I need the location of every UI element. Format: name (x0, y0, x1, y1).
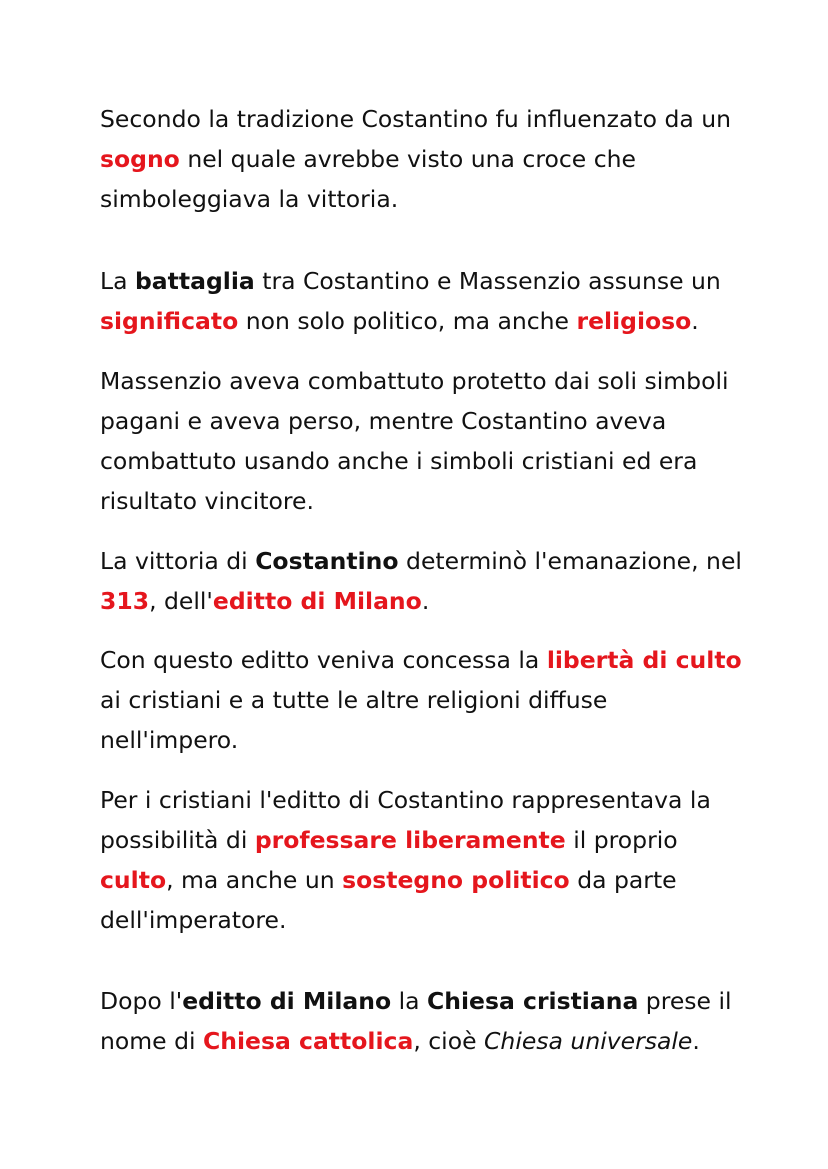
italic-term: Chiesa universale (484, 1027, 693, 1055)
paragraph-edict (100, 640, 760, 760)
text-line (100, 720, 760, 760)
text: determinò l'emanazione, nel (398, 547, 742, 575)
text-line (100, 780, 760, 820)
text-line (100, 361, 760, 401)
highlight-term: 313 (100, 587, 150, 615)
bold-term: Chiesa cristiana (427, 987, 639, 1015)
text: nel quale avrebbe visto una croce che (179, 145, 636, 173)
text-line (100, 99, 760, 139)
text: Massenzio aveva combattuto protetto dai soli simboli (100, 367, 729, 395)
bold-term: Costantino (255, 547, 399, 575)
text: La vittoria di (100, 547, 256, 575)
text-line (100, 860, 760, 900)
text: pagani e aveva perso, mentre Costantino aveva (100, 407, 667, 435)
text-line (100, 1021, 760, 1061)
text-line (100, 640, 760, 680)
text-line (100, 179, 760, 219)
paragraph-victory (100, 541, 760, 621)
text-line (100, 541, 760, 581)
text: nell'impero. (100, 726, 239, 754)
text: la (391, 987, 428, 1015)
text: , ma anche un (166, 866, 343, 894)
text: Per i cristiani l'editto di Costantino rappresentava la (100, 786, 711, 814)
paragraph-dream (100, 99, 760, 219)
highlight-term: editto di Milano (212, 587, 422, 615)
text: . (692, 1027, 700, 1055)
bold-term: battaglia (134, 267, 255, 295)
text: non solo politico, ma anche (238, 307, 577, 335)
text-line (100, 261, 760, 301)
text: il proprio (565, 826, 678, 854)
text: ai cristiani e a tutte le altre religioni diffuse (100, 686, 608, 714)
text-line (100, 481, 760, 521)
text: possibilità di (100, 826, 255, 854)
highlight-term: sogno (100, 145, 180, 173)
text-line (100, 301, 760, 341)
text-line (100, 401, 760, 441)
bold-term: editto di Milano (182, 987, 392, 1015)
text: Con questo editto veniva concessa la (100, 646, 547, 674)
highlight-term: culto (100, 866, 167, 894)
text: La (100, 267, 135, 295)
text-line (100, 900, 760, 940)
highlight-term: sostegno politico (342, 866, 570, 894)
text: combattuto usando anche i simboli cristiani ed era (100, 447, 698, 475)
highlight-term: libertà di culto (546, 646, 742, 674)
highlight-term: Chiesa cattolica (203, 1027, 414, 1055)
text-line (100, 581, 760, 621)
text: Secondo la tradizione Costantino fu influenzato da un (100, 105, 732, 133)
text-line (100, 820, 760, 860)
text-line (100, 680, 760, 720)
text-line (100, 139, 760, 179)
text: Dopo l' (100, 987, 183, 1015)
text-line (100, 981, 760, 1021)
text: risultato vincitore. (100, 487, 314, 515)
text: tra Costantino e Massenzio assunse un (254, 267, 721, 295)
highlight-term: significato (100, 307, 239, 335)
paragraph-catholic-church (100, 981, 760, 1061)
paragraph-battle (100, 261, 760, 341)
text: nome di (100, 1027, 204, 1055)
text-line (100, 441, 760, 481)
highlight-term: religioso (576, 307, 692, 335)
paragraph-christians (100, 780, 760, 940)
text: , dell' (149, 587, 213, 615)
text: . (691, 307, 699, 335)
text: , cioè (413, 1027, 485, 1055)
text: dell'imperatore. (100, 906, 287, 934)
paragraph-massenzio (100, 361, 760, 521)
highlight-term: professare liberamente (254, 826, 566, 854)
text: simboleggiava la vittoria. (100, 185, 399, 213)
text: da parte (569, 866, 677, 894)
text: prese il (638, 987, 732, 1015)
text: . (421, 587, 430, 615)
